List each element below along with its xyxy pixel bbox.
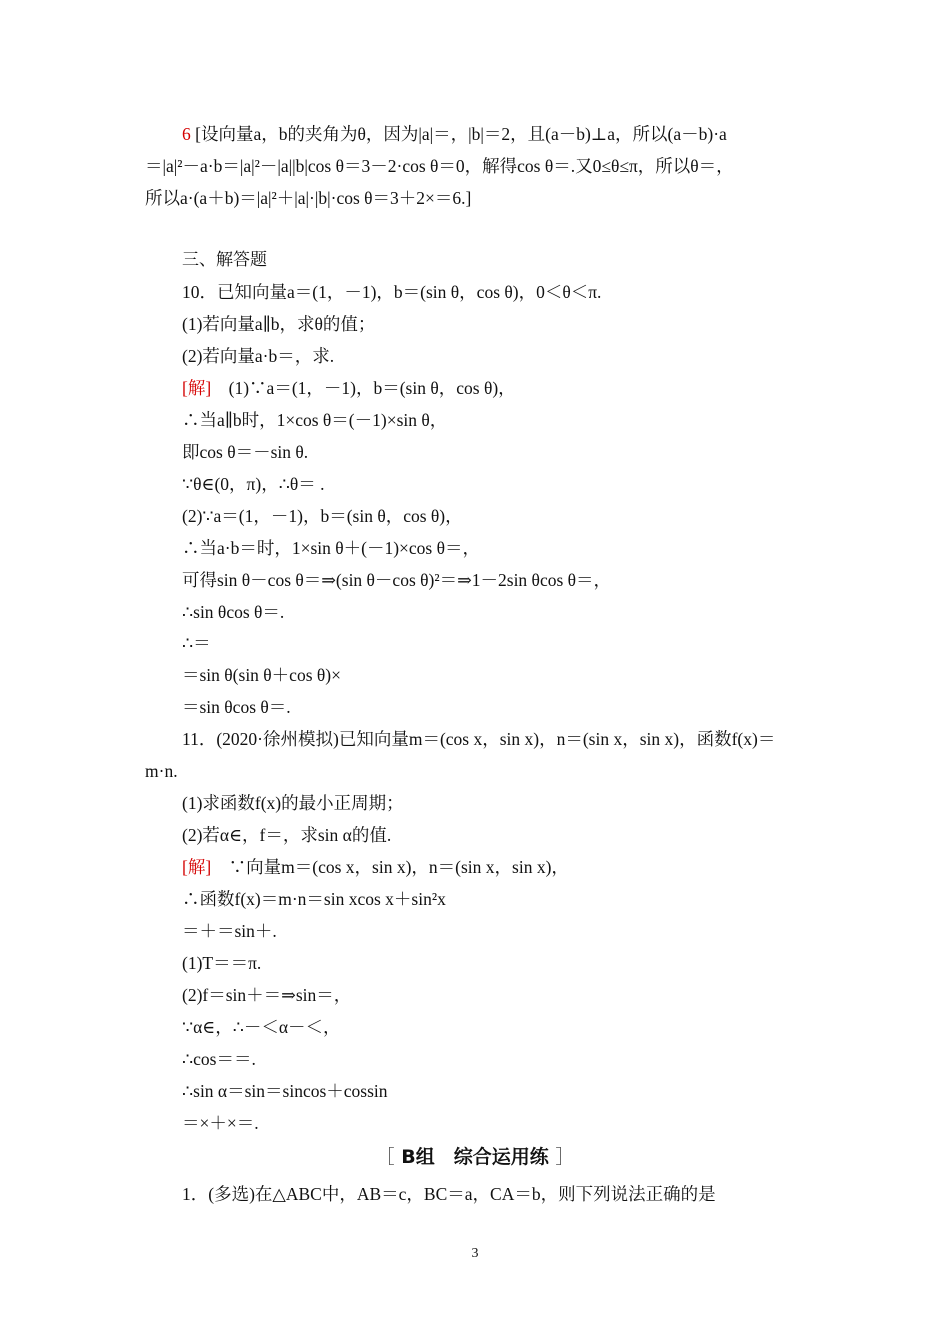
text-line	[182, 504, 463, 528]
line-text: ∴＝	[182, 633, 211, 653]
line-text: ∴sin α＝sin＝sincos＋cossin	[182, 1081, 388, 1101]
line-text: ∴cos＝＝.	[182, 1049, 256, 1069]
line-text: 可得sin θ－cos θ＝⇒(sin θ－cos θ)²＝⇒1－2sin θcos θ＝，	[182, 570, 612, 590]
line-text: (2)若向量a·b＝，求.	[182, 346, 335, 366]
line-text: ＝×＋×＝.	[182, 1113, 259, 1133]
text-line	[182, 631, 211, 655]
answer-marker: [解]	[182, 857, 212, 877]
text-line	[182, 951, 261, 975]
text-line	[182, 376, 516, 400]
text-line	[182, 122, 727, 146]
line-text: (1)求函数f(x)的最小正周期；	[182, 793, 404, 813]
section-title: B组 综合运用练	[401, 1146, 549, 1168]
bracket-open: ［	[375, 1146, 395, 1168]
text-line	[182, 983, 351, 1007]
text-line	[182, 408, 447, 432]
line-text: ∴当a∥b时，1×cos θ＝(－1)×sin θ，	[182, 410, 448, 430]
text-line	[182, 1015, 341, 1039]
text-line	[182, 823, 391, 847]
line-text: ∴当a·b＝时，1×sin θ＋(－1)×cos θ＝，	[182, 538, 481, 558]
line-text: ＝|a|²－a·b＝|a|²－|a||b|cos θ＝3－2·cos θ＝0，解得cos θ＝.又0≤θ≤π，所以θ＝，	[145, 156, 734, 176]
text-line	[182, 536, 480, 560]
line-text: 11．(2020·徐州模拟)已知向量m＝(cos x，sin x)，n＝(sin x，sin x)，函数f(x)＝	[182, 729, 776, 749]
text-line	[182, 600, 284, 624]
line-text: [设向量a，b的夹角为θ，因为|a|＝，|b|＝2，且(a－b)⊥a，所以(a－b)·a	[190, 124, 727, 144]
text-line	[182, 280, 601, 304]
text-line	[182, 568, 611, 592]
line-text: (1)T＝＝π.	[182, 953, 262, 973]
line-text: (2)f＝sin＋＝⇒sin＝，	[182, 985, 352, 1005]
text-line	[145, 186, 471, 210]
line-text: ∴sin θcos θ＝.	[182, 602, 285, 622]
text-line	[145, 759, 178, 783]
text-line	[182, 1111, 259, 1135]
answer-marker: [解]	[182, 378, 212, 398]
line-text: (2)∵a＝(1，－1)，b＝(sin θ，cos θ)，	[182, 506, 463, 526]
text-line	[182, 727, 775, 751]
bracket-close: ］	[555, 1146, 575, 1168]
line-text: ∵α∈，∴－＜α－＜，	[182, 1017, 341, 1037]
line-text: 10．已知向量a＝(1，－1)，b＝(sin θ，cos θ)，0＜θ＜π.	[182, 282, 602, 302]
page-number: 3	[471, 1246, 479, 1261]
line-text: (1)若向量a∥b，求θ的值；	[182, 314, 376, 334]
line-text: (2)若α∈，f＝，求sin α的值.	[182, 825, 392, 845]
section-heading-b	[0, 1143, 950, 1171]
text-line	[182, 1182, 716, 1206]
text-line	[182, 695, 291, 719]
text-line	[182, 248, 267, 272]
text-line	[182, 887, 446, 911]
line-text: 三、解答题	[182, 250, 267, 270]
line-text: 即cos θ＝－sin θ.	[182, 442, 309, 462]
text-line	[182, 1047, 256, 1071]
text-line	[182, 1079, 388, 1103]
line-text: ＝sin θ(sin θ＋cos θ)×	[182, 665, 341, 685]
line-text: ∴函数f(x)＝m·n＝sin xcos x＋sin²x	[182, 889, 446, 909]
line-text: (1)∵a＝(1，－1)，b＝(sin θ，cos θ)，	[211, 378, 516, 398]
text-line	[182, 472, 324, 496]
line-text: ∵θ∈(0，π)，∴θ＝ .	[182, 474, 325, 494]
line-text: 所以a·(a＋b)＝|a|²＋|a|·|b|·cos θ＝3＋2×＝6.]	[145, 188, 472, 208]
text-line	[182, 919, 277, 943]
text-line	[182, 663, 341, 687]
text-line	[182, 344, 334, 368]
line-text: ＝sin θcos θ＝.	[182, 697, 291, 717]
line-text: 1．(多选)在△ABC中，AB＝c，BC＝a，CA＝b，则下列说法正确的是	[182, 1184, 716, 1204]
line-text: ＝＋＝sin＋.	[182, 921, 277, 941]
line-text: ∵向量m＝(cos x，sin x)，n＝(sin x，sin x)，	[211, 857, 569, 877]
text-line	[182, 855, 569, 879]
answer-marker: 6	[182, 124, 191, 144]
text-line	[182, 312, 375, 336]
text-line	[145, 154, 734, 178]
text-line	[182, 440, 308, 464]
text-line	[182, 791, 404, 815]
line-text: m·n.	[145, 761, 178, 781]
